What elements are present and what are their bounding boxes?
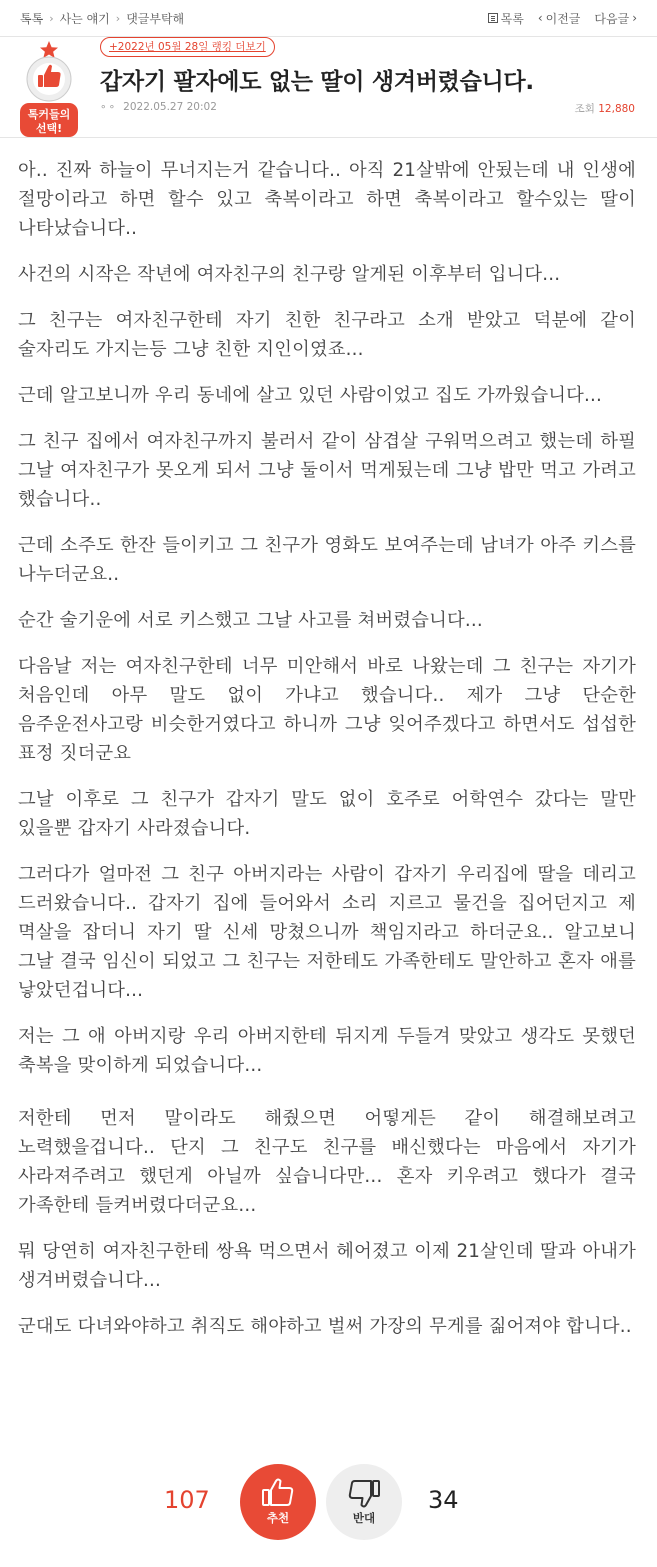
paragraph: 아.. 진짜 하늘이 무너지는거 같습니다.. 아직 21살밖에 안됬는데 내 인생에 절망이라고 하면 할수 있고 축복이라고 하면 축복이라고 할수있는 딸이 나타났습니다.. xyxy=(18,160,636,239)
badge-line2: 선택! xyxy=(35,122,63,135)
paragraph: 뭐 당연히 여자친구한테 쌍욕 먹으면서 헤어졌고 이제 21살인데 딸과 아내가 생겨버렸습니다... xyxy=(18,1241,636,1291)
post-navigation xyxy=(488,10,637,27)
badge-line1: 톡커들의 xyxy=(27,108,71,121)
ranking-more-link[interactable]: +2022년 05월 28일 랭킹 더보기 xyxy=(100,37,275,57)
thumbs-up-icon xyxy=(261,1478,295,1508)
next-label: 다음글 xyxy=(594,11,630,26)
paragraph: 다음날 저는 여자친구한테 너무 미안해서 바로 나왔는데 그 친구는 자기가 처음인데 아무 말도 없이 가냐고 했습니다.. 제가 그냥 단순한 음주운전사고랑 비슷한거였다고 하니까 그냥 잊어주겠다고 하면서도 섭섭한 표정 짓더군요 xyxy=(18,656,636,764)
chevron-right-icon: › xyxy=(49,11,54,25)
prev-post-button[interactable] xyxy=(538,10,581,27)
prev-label: 이전글 xyxy=(545,11,581,26)
upvote-count: 107 xyxy=(164,1486,210,1514)
breadcrumb-item-talk[interactable]: 톡톡 xyxy=(20,11,44,26)
post-date: 2022.05.27 20:02 xyxy=(123,101,217,113)
vote-section xyxy=(0,1464,657,1544)
next-post-button[interactable] xyxy=(594,10,637,27)
divider xyxy=(0,137,657,138)
post-header xyxy=(0,37,657,137)
post-meta xyxy=(100,101,217,113)
list-label: 목록 xyxy=(500,11,524,26)
paragraph: 저한테 먼저 말이라도 해줬으면 어떻게든 같이 해결해보려고 노력했을겁니다.. 단지 그 친구도 친구를 배신했다는 마음에서 자기가 사라져주려고 했던게 아닐까 싶습니다만... 혼자 키우려고 했다가 결국 가족한테 들켜버렸다더군요... xyxy=(18,1108,636,1216)
downvote-label: 반대 xyxy=(352,1511,376,1525)
paragraph: 그러다가 얼마전 그 친구 아버지라는 사람이 갑자기 우리집에 딸을 데리고 드러왔습니다.. 갑자기 집에 들어와서 소리 지르고 물건을 집어던지고 제 멱살을 잡더니 자기 딸 신세 망쳤으니까 책임지라고 하더군요.. 알고보니 그날 결국 임신이 되었고 그 친구는 저한테도 가족한테도 말안하고 혼자 애를 낳았던겁니다... xyxy=(18,864,636,1001)
chevron-right-icon: › xyxy=(632,11,637,25)
paragraph: 사건의 시작은 작년에 여자친구의 친구랑 알게된 이후부터 입니다... xyxy=(18,264,561,285)
author-dots-icon: ∘∘ xyxy=(100,101,118,113)
page-title: 갑자기 팔자에도 없는 딸이 생겨버렸습니다. xyxy=(100,69,534,95)
talkers-choice-badge xyxy=(14,41,84,137)
downvote-button[interactable] xyxy=(326,1464,402,1540)
top-bar xyxy=(0,0,657,36)
thumbs-down-icon xyxy=(347,1478,381,1508)
downvote-count: 34 xyxy=(428,1486,459,1514)
breadcrumb-item-life[interactable]: 사는 얘기 xyxy=(59,11,110,26)
paragraph: 저는 그 애 아버지랑 우리 아버지한테 뒤지게 두들겨 맞았고 생각도 못했던 축복을 맞이하게 되었습니다... xyxy=(18,1026,636,1076)
breadcrumb xyxy=(20,10,184,27)
paragraph: 그날 이후로 그 친구가 갑자기 말도 없이 호주로 어학연수 갔다는 말만 있을뿐 갑자기 사라졌습니다. xyxy=(18,789,636,839)
paragraph: 군대도 다녀와야하고 취직도 해야하고 벌써 가장의 무게를 짊어져야 합니다.. xyxy=(18,1316,632,1337)
view-count xyxy=(575,101,635,116)
chevron-left-icon: ‹ xyxy=(537,11,543,25)
chevron-right-icon: › xyxy=(115,11,121,25)
paragraph: 근데 알고보니까 우리 동네에 살고 있던 사람이었고 집도 가까웠습니다... xyxy=(18,385,603,406)
star-icon xyxy=(40,41,58,58)
breadcrumb-item-comment[interactable]: 댓글부탁해 xyxy=(126,11,185,26)
paragraph: 근데 소주도 한잔 들이키고 그 친구가 영화도 보여주는데 남녀가 아주 키스를 나누더군요.. xyxy=(18,535,636,585)
upvote-label: 추천 xyxy=(266,1511,290,1525)
list-button[interactable] xyxy=(488,10,524,27)
list-icon xyxy=(488,13,498,23)
paragraph: 순간 술기운에 서로 키스했고 그날 사고를 쳐버렸습니다... xyxy=(18,610,483,631)
post-body xyxy=(18,156,636,1358)
views-number: 12,880 xyxy=(598,103,635,115)
upvote-button[interactable] xyxy=(240,1464,316,1540)
views-label: 조회 xyxy=(574,103,595,115)
paragraph: 그 친구 집에서 여자친구까지 불러서 같이 삼겹살 구워먹으려고 했는데 하필 그날 여자친구가 못오게 되서 그냥 둘이서 먹게됬는데 그냥 밥만 먹고 가려고 했습니다.. xyxy=(18,431,636,510)
paragraph: 그 친구는 여자친구한테 자기 친한 친구라고 소개 받았고 덕분에 같이 술자리도 가지는등 그냥 친한 지인이였죠... xyxy=(18,310,636,360)
